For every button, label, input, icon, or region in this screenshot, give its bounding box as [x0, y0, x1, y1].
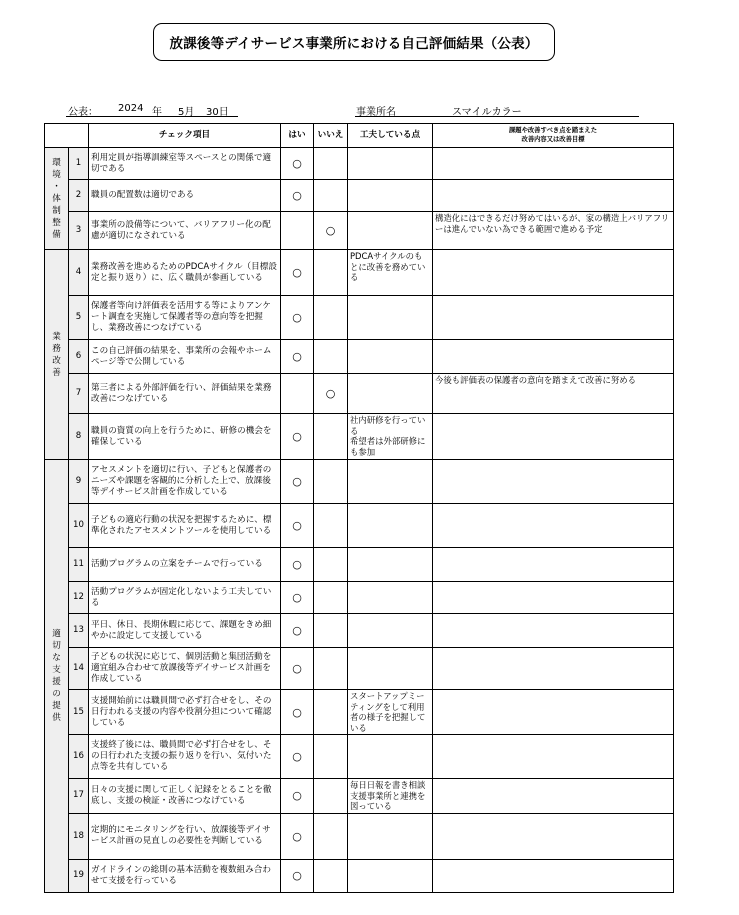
effort-note — [348, 735, 433, 779]
header-improve — [433, 124, 674, 148]
table-row — [45, 460, 674, 504]
table-row — [45, 735, 674, 779]
table-row — [45, 648, 674, 690]
effort-note — [348, 859, 433, 892]
header-check-item: チェック項目 — [89, 124, 281, 148]
improve-note — [433, 504, 674, 548]
check-item-text: 支援終了後には、職員間で必ず打合せをし、その日行われた支援の振り返りを行い、気付いた点等を共有している — [89, 735, 281, 779]
evaluation-table — [44, 123, 674, 893]
row-number: 5 — [69, 296, 89, 340]
published-day: 30日 — [206, 107, 229, 118]
yes-mark — [281, 374, 314, 414]
published-year-unit: 年 — [152, 107, 162, 118]
no-mark: ○ — [314, 374, 348, 414]
improve-note — [433, 859, 674, 892]
check-item-text: この自己評価の結果を、事業所の会報やホームページ等で公開している — [89, 340, 281, 374]
row-number: 8 — [69, 414, 89, 460]
yes-mark: ○ — [281, 414, 314, 460]
no-mark — [314, 779, 348, 814]
effort-note — [348, 582, 433, 614]
no-mark — [314, 180, 348, 212]
improve-note — [433, 180, 674, 212]
office-label: 事業所名 — [356, 107, 396, 118]
no-mark — [314, 414, 348, 460]
effort-note — [348, 504, 433, 548]
office-name: スマイルカラー — [452, 107, 522, 118]
published-year: 2024 — [118, 103, 144, 114]
improve-note — [433, 648, 674, 690]
effort-note — [348, 614, 433, 648]
row-number: 18 — [69, 813, 89, 859]
effort-note: スタートアップミーティングをして利用者の様子を把握している — [348, 690, 433, 735]
table-row — [45, 614, 674, 648]
effort-note — [348, 212, 433, 250]
table-row — [45, 504, 674, 548]
yes-mark — [281, 212, 314, 250]
no-mark — [314, 340, 348, 374]
improve-note — [433, 614, 674, 648]
header-yes: はい — [281, 124, 314, 148]
category-business: 業 務 改 善 — [45, 250, 69, 460]
no-mark — [314, 690, 348, 735]
row-number: 4 — [69, 250, 89, 296]
improve-note — [433, 460, 674, 504]
check-item-text: 職員の配置数は適切である — [89, 180, 281, 212]
header-blank — [45, 124, 89, 148]
row-number: 14 — [69, 648, 89, 690]
row-number: 19 — [69, 859, 89, 892]
check-item-text: 子どもの適応行動の状況を把握するために、標準化されたアセスメントツールを使用している — [89, 504, 281, 548]
header-effort: 工夫している点 — [348, 124, 433, 148]
no-mark: ○ — [314, 212, 348, 250]
improve-note — [433, 548, 674, 582]
no-mark — [314, 859, 348, 892]
no-mark — [314, 148, 348, 180]
table-row — [45, 250, 674, 296]
effort-note — [348, 813, 433, 859]
check-item-text: 活動プログラムの立案をチームで行っている — [89, 548, 281, 582]
no-mark — [314, 813, 348, 859]
table-row — [45, 340, 674, 374]
table-row — [45, 180, 674, 212]
yes-mark: ○ — [281, 460, 314, 504]
table-row — [45, 548, 674, 582]
office-underline — [355, 116, 639, 117]
table-header-row — [45, 124, 674, 148]
no-mark — [314, 460, 348, 504]
header-improve-line1: 課題や改善すべき点を踏まえた — [508, 127, 598, 134]
table-row — [45, 148, 674, 180]
no-mark — [314, 548, 348, 582]
table-body — [45, 148, 674, 893]
check-item-text: アセスメントを適切に行い、子どもと保護者のニーズや課題を客観的に分析した上で、放課後等デイサービス計画を作成している — [89, 460, 281, 504]
row-number: 3 — [69, 212, 89, 250]
check-item-text: ガイドラインの総則の基本活動を複数組み合わせて支援を行っている — [89, 859, 281, 892]
check-item-text: 業務改善を進めるためのPDCAサイクル（目標設定と振り返り）に、広く職員が参画している — [89, 250, 281, 296]
improve-note — [433, 813, 674, 859]
no-mark — [314, 504, 348, 548]
yes-mark: ○ — [281, 690, 314, 735]
check-item-text: 職員の資質の向上を行うために、研修の機会を確保している — [89, 414, 281, 460]
yes-mark: ○ — [281, 548, 314, 582]
effort-note: 毎日日報を書き相談支援事業所と連携を図っている — [348, 779, 433, 814]
yes-mark: ○ — [281, 250, 314, 296]
row-number: 7 — [69, 374, 89, 414]
check-item-text: 保護者等向け評価表を活用する等によりアンケート調査を実施して保護者等の意向等を把握し、業務改善につなげている — [89, 296, 281, 340]
table-row — [45, 690, 674, 735]
table-row — [45, 859, 674, 892]
row-number: 17 — [69, 779, 89, 814]
row-number: 13 — [69, 614, 89, 648]
table-row — [45, 212, 674, 250]
table-row — [45, 414, 674, 460]
category-environment: 環 境 ・ 体 制 整 備 — [45, 148, 69, 250]
check-item-text: 平日、休日、長期休暇に応じて、課題をきめ細やかに設定して支援している — [89, 614, 281, 648]
check-item-text: 第三者による外部評価を行い、評価結果を業務改善につなげている — [89, 374, 281, 414]
category-support: 適 切 な 支 援 の 提 供 — [45, 460, 69, 893]
improve-note — [433, 735, 674, 779]
improve-note — [433, 340, 674, 374]
effort-note: 社内研修を行っている 希望者は外部研修にも参加 — [348, 414, 433, 460]
page-title: 放課後等デイサービス事業所における自己評価結果（公表） — [153, 23, 555, 61]
check-item-text: 支援開始前には職員間で必ず打合せをし、その日行われる支援の内容や役割分担について確認している — [89, 690, 281, 735]
row-number: 12 — [69, 582, 89, 614]
yes-mark: ○ — [281, 340, 314, 374]
table-row — [45, 374, 674, 414]
check-item-text: 定期的にモニタリングを行い、放課後等デイサービス計画の見直しの必要性を判断している — [89, 813, 281, 859]
published-underline — [66, 116, 238, 117]
yes-mark: ○ — [281, 148, 314, 180]
improve-note — [433, 690, 674, 735]
no-mark — [314, 648, 348, 690]
header-improve-line2: 改善内容又は改善目標 — [521, 135, 585, 143]
row-number: 16 — [69, 735, 89, 779]
check-item-text: 子どもの状況に応じて、個別活動と集団活動を適宜組み合わせて放課後等デイサービス計画を作成している — [89, 648, 281, 690]
check-item-text: 利用定員が指導訓練室等スペースとの関係で適切である — [89, 148, 281, 180]
table-row — [45, 813, 674, 859]
effort-note — [348, 648, 433, 690]
row-number: 2 — [69, 180, 89, 212]
table-row — [45, 582, 674, 614]
effort-note — [348, 374, 433, 414]
effort-note: PDCAサイクルのもとに改善を務めている — [348, 250, 433, 296]
yes-mark: ○ — [281, 813, 314, 859]
no-mark — [314, 250, 348, 296]
effort-note — [348, 340, 433, 374]
improve-note — [433, 582, 674, 614]
effort-note — [348, 548, 433, 582]
improve-note: 今後も評価表の保護者の意向を踏まえて改善に努める — [433, 374, 674, 414]
published-label: 公表： — [68, 107, 98, 118]
effort-note — [348, 180, 433, 212]
yes-mark: ○ — [281, 614, 314, 648]
improve-note — [433, 414, 674, 460]
header-no: いいえ — [314, 124, 348, 148]
check-item-text: 日々の支援に関して正しく記録をとることを徹底し、支援の検証・改善につなげている — [89, 779, 281, 814]
no-mark — [314, 614, 348, 648]
no-mark — [314, 296, 348, 340]
table-row — [45, 296, 674, 340]
yes-mark: ○ — [281, 504, 314, 548]
improve-note — [433, 296, 674, 340]
no-mark — [314, 582, 348, 614]
improve-note — [433, 250, 674, 296]
table-row — [45, 779, 674, 814]
row-number: 6 — [69, 340, 89, 374]
row-number: 15 — [69, 690, 89, 735]
row-number: 10 — [69, 504, 89, 548]
yes-mark: ○ — [281, 296, 314, 340]
published-month: 5月 — [178, 107, 195, 118]
improve-note — [433, 148, 674, 180]
effort-note — [348, 296, 433, 340]
effort-note — [348, 148, 433, 180]
effort-note — [348, 460, 433, 504]
yes-mark: ○ — [281, 648, 314, 690]
row-number: 11 — [69, 548, 89, 582]
row-number: 1 — [69, 148, 89, 180]
yes-mark: ○ — [281, 859, 314, 892]
row-number: 9 — [69, 460, 89, 504]
yes-mark: ○ — [281, 582, 314, 614]
improve-note — [433, 779, 674, 814]
check-item-text: 活動プログラムが固定化しないよう工夫している — [89, 582, 281, 614]
improve-note: 構造化にはできるだけ努めてはいるが、家の構造上バリアフリーは進んでいない為できる範囲で進める予定 — [433, 212, 674, 250]
yes-mark: ○ — [281, 180, 314, 212]
yes-mark: ○ — [281, 735, 314, 779]
yes-mark: ○ — [281, 779, 314, 814]
no-mark — [314, 735, 348, 779]
check-item-text: 事業所の設備等について、バリアフリー化の配慮が適切になされている — [89, 212, 281, 250]
